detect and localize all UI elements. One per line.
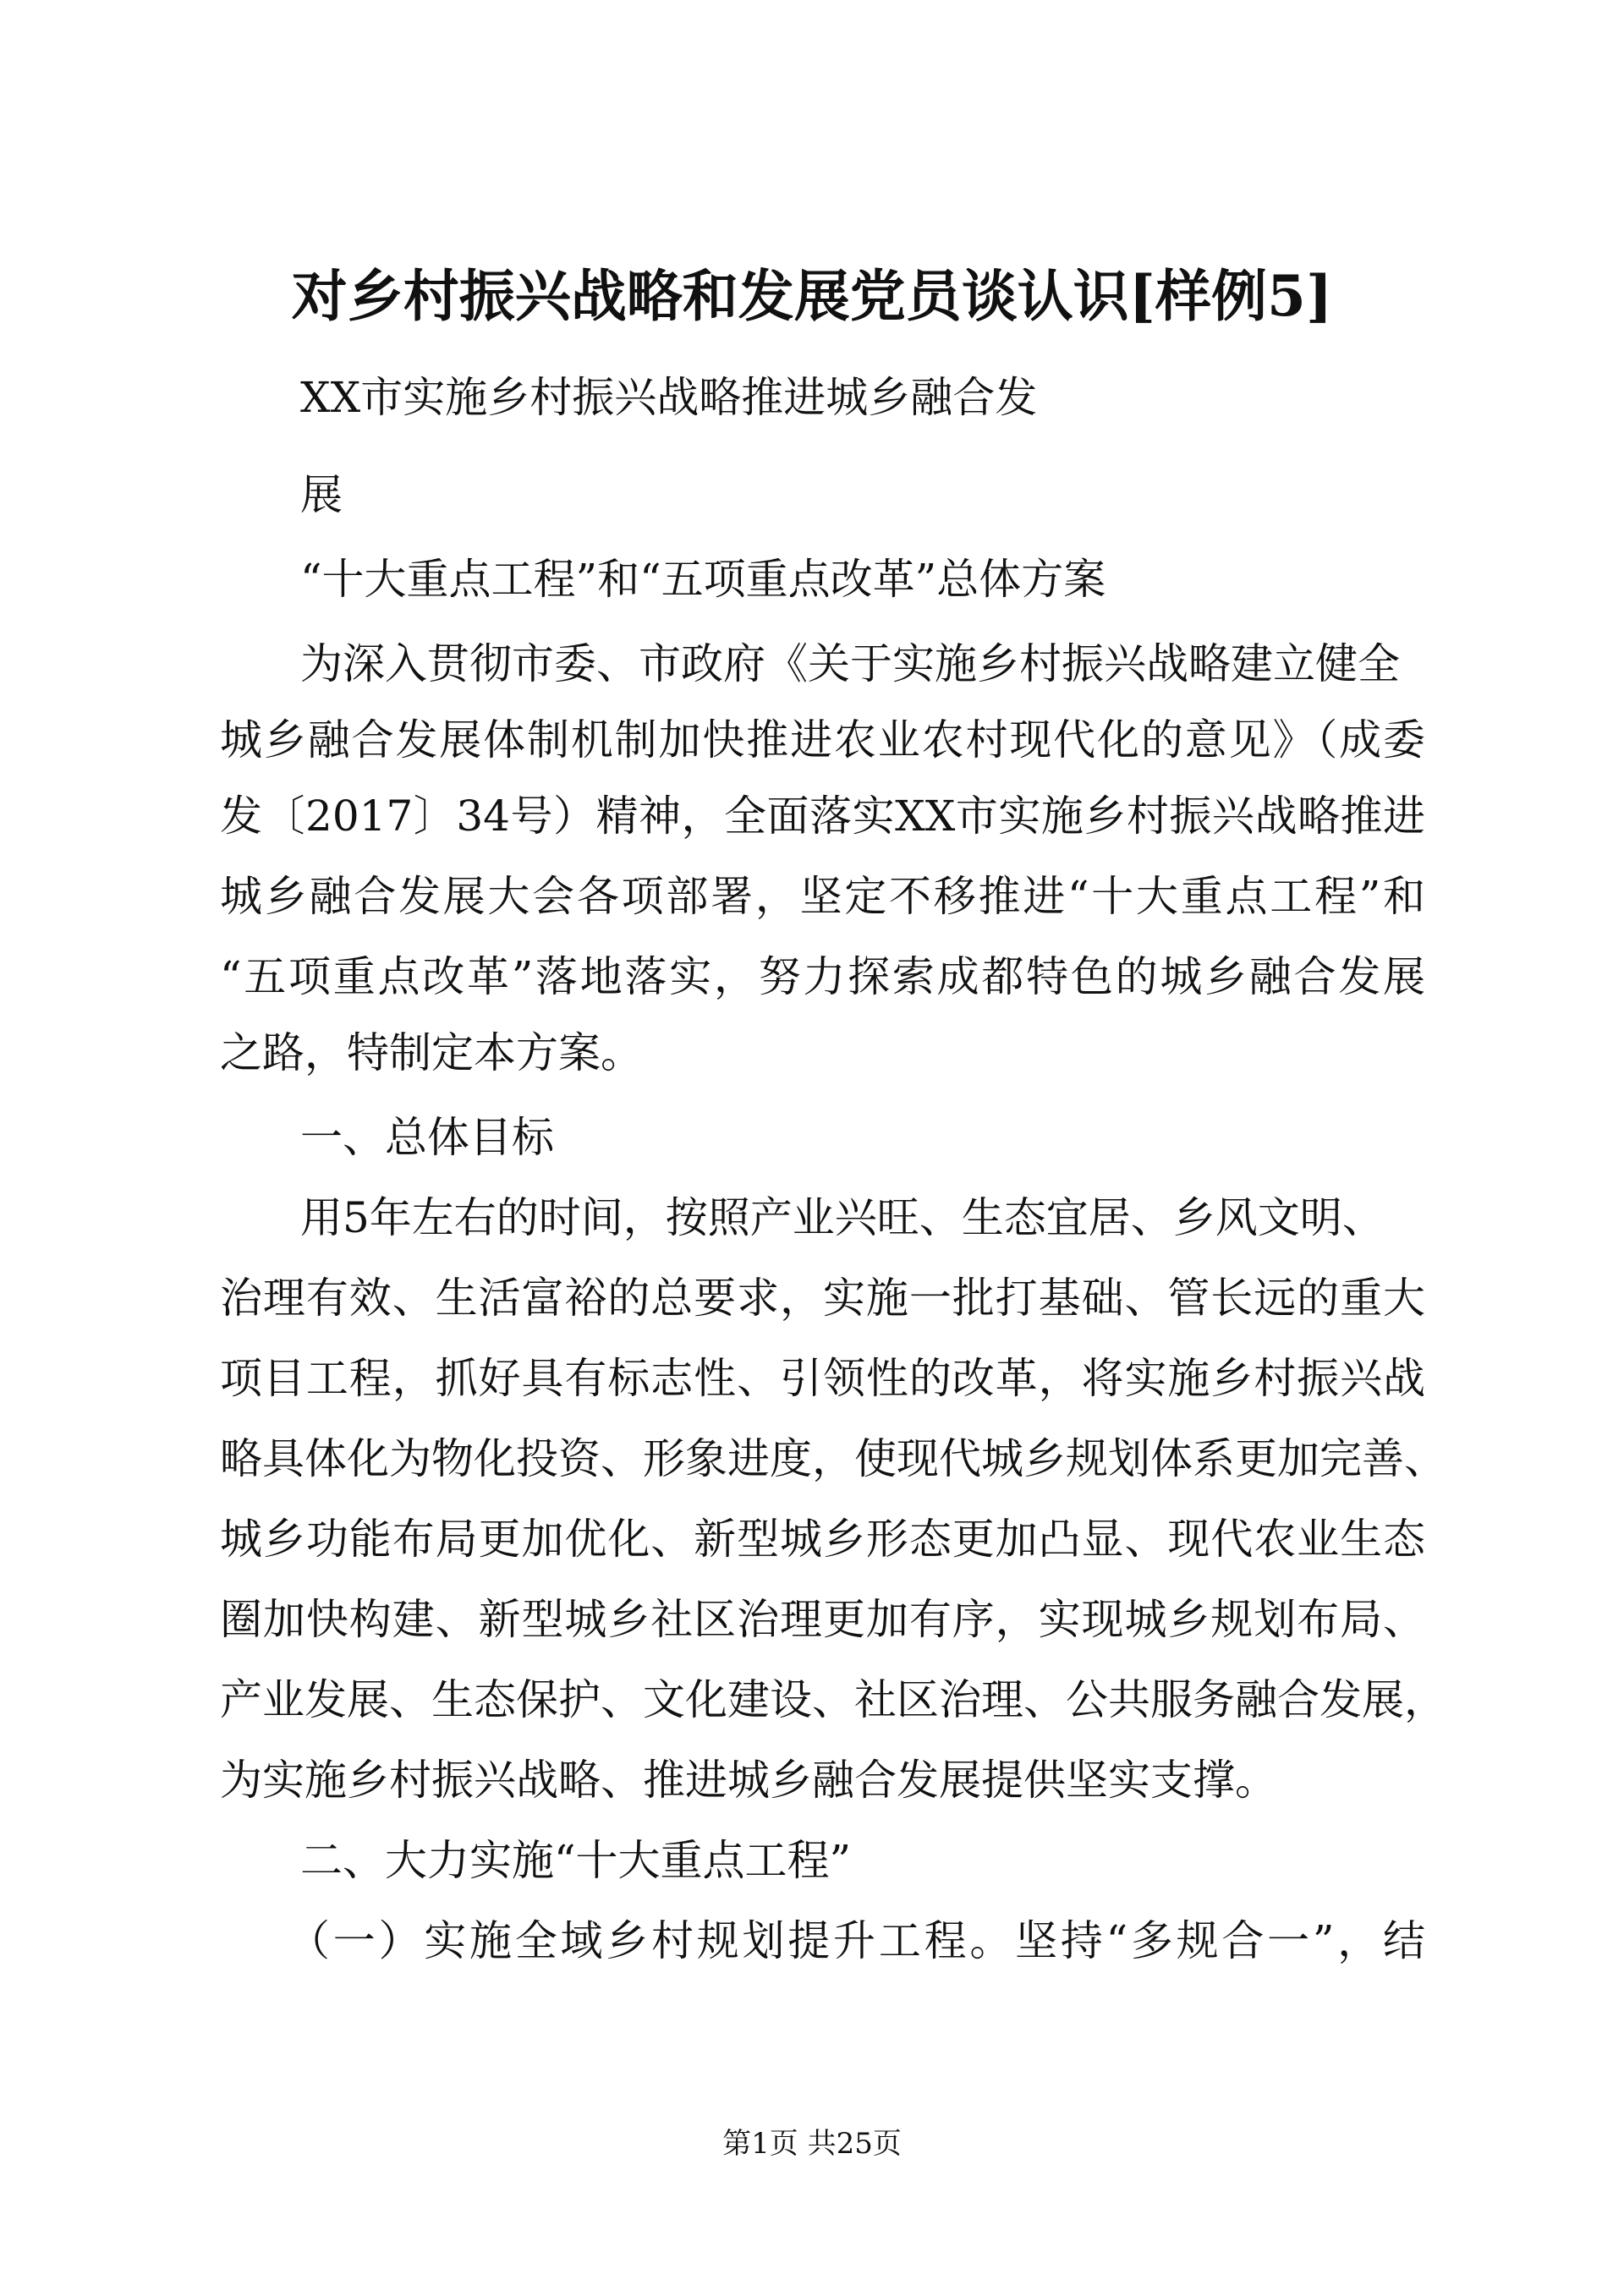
paragraph-line: 产业发展、生态保护、文化建设、社区治理、公共服务融合发展，: [220, 1675, 1446, 1724]
section-heading-1: 一、总体目标: [300, 1113, 554, 1162]
paragraph-line: （一）实施全域乡村规划提升工程。坚持“多规合一”，结: [288, 1916, 1425, 1965]
paragraph-line: 略具体化为物化投资、形象进度，使现代城乡规划体系更加完善、: [220, 1434, 1446, 1483]
subtitle-line-3: “十大重点工程”和“五项重点改革”总体方案: [300, 555, 1106, 604]
paragraph-line: 治理有效、生活富裕的总要求，实施一批打基础、管长远的重大: [220, 1274, 1425, 1323]
subtitle-line-2: 展: [300, 470, 343, 519]
section-heading-2: 二、大力实施“十大重点工程”: [300, 1836, 852, 1885]
paragraph-line: “五项重点改革”落地落实，努力探索成都特色的城乡融合发展: [220, 952, 1425, 1001]
document-title: 对乡村振兴战略和发展党员谈认识[样例5]: [291, 263, 1333, 329]
paragraph-line: 城乡融合发展大会各项部署，坚定不移推进“十大重点工程”和: [220, 872, 1425, 921]
page-footer: 第1页 共25页: [722, 2127, 902, 2161]
paragraph-line: 用5年左右的时间，按照产业兴旺、生态宜居、乡风文明、: [300, 1193, 1385, 1242]
paragraph-line: 城乡功能布局更加优化、新型城乡形态更加凸显、现代农业生态: [220, 1515, 1425, 1564]
paragraph-line: 为实施乡村振兴战略、推进城乡融合发展提供坚实支撑。: [220, 1756, 1277, 1805]
paragraph-line: 发〔2017〕34号）精神，全面落实XX市实施乡村振兴战略推进: [220, 792, 1425, 841]
paragraph-line: 之路，特制定本方案。: [220, 1028, 643, 1077]
subtitle-line-1: XX市实施乡村振兴战略推进城乡融合发: [300, 373, 1038, 422]
paragraph-line: 城乡融合发展体制机制加快推进农业农村现代化的意见》（成委: [220, 715, 1425, 764]
paragraph-line: 圈加快构建、新型城乡社区治理更加有序，实现城乡规划布局、: [220, 1595, 1425, 1644]
paragraph-line: 为深入贯彻市委、市政府《关于实施乡村振兴战略建立健全: [300, 639, 1400, 688]
paragraph-line: 项目工程，抓好具有标志性、引领性的改革，将实施乡村振兴战: [220, 1354, 1425, 1403]
